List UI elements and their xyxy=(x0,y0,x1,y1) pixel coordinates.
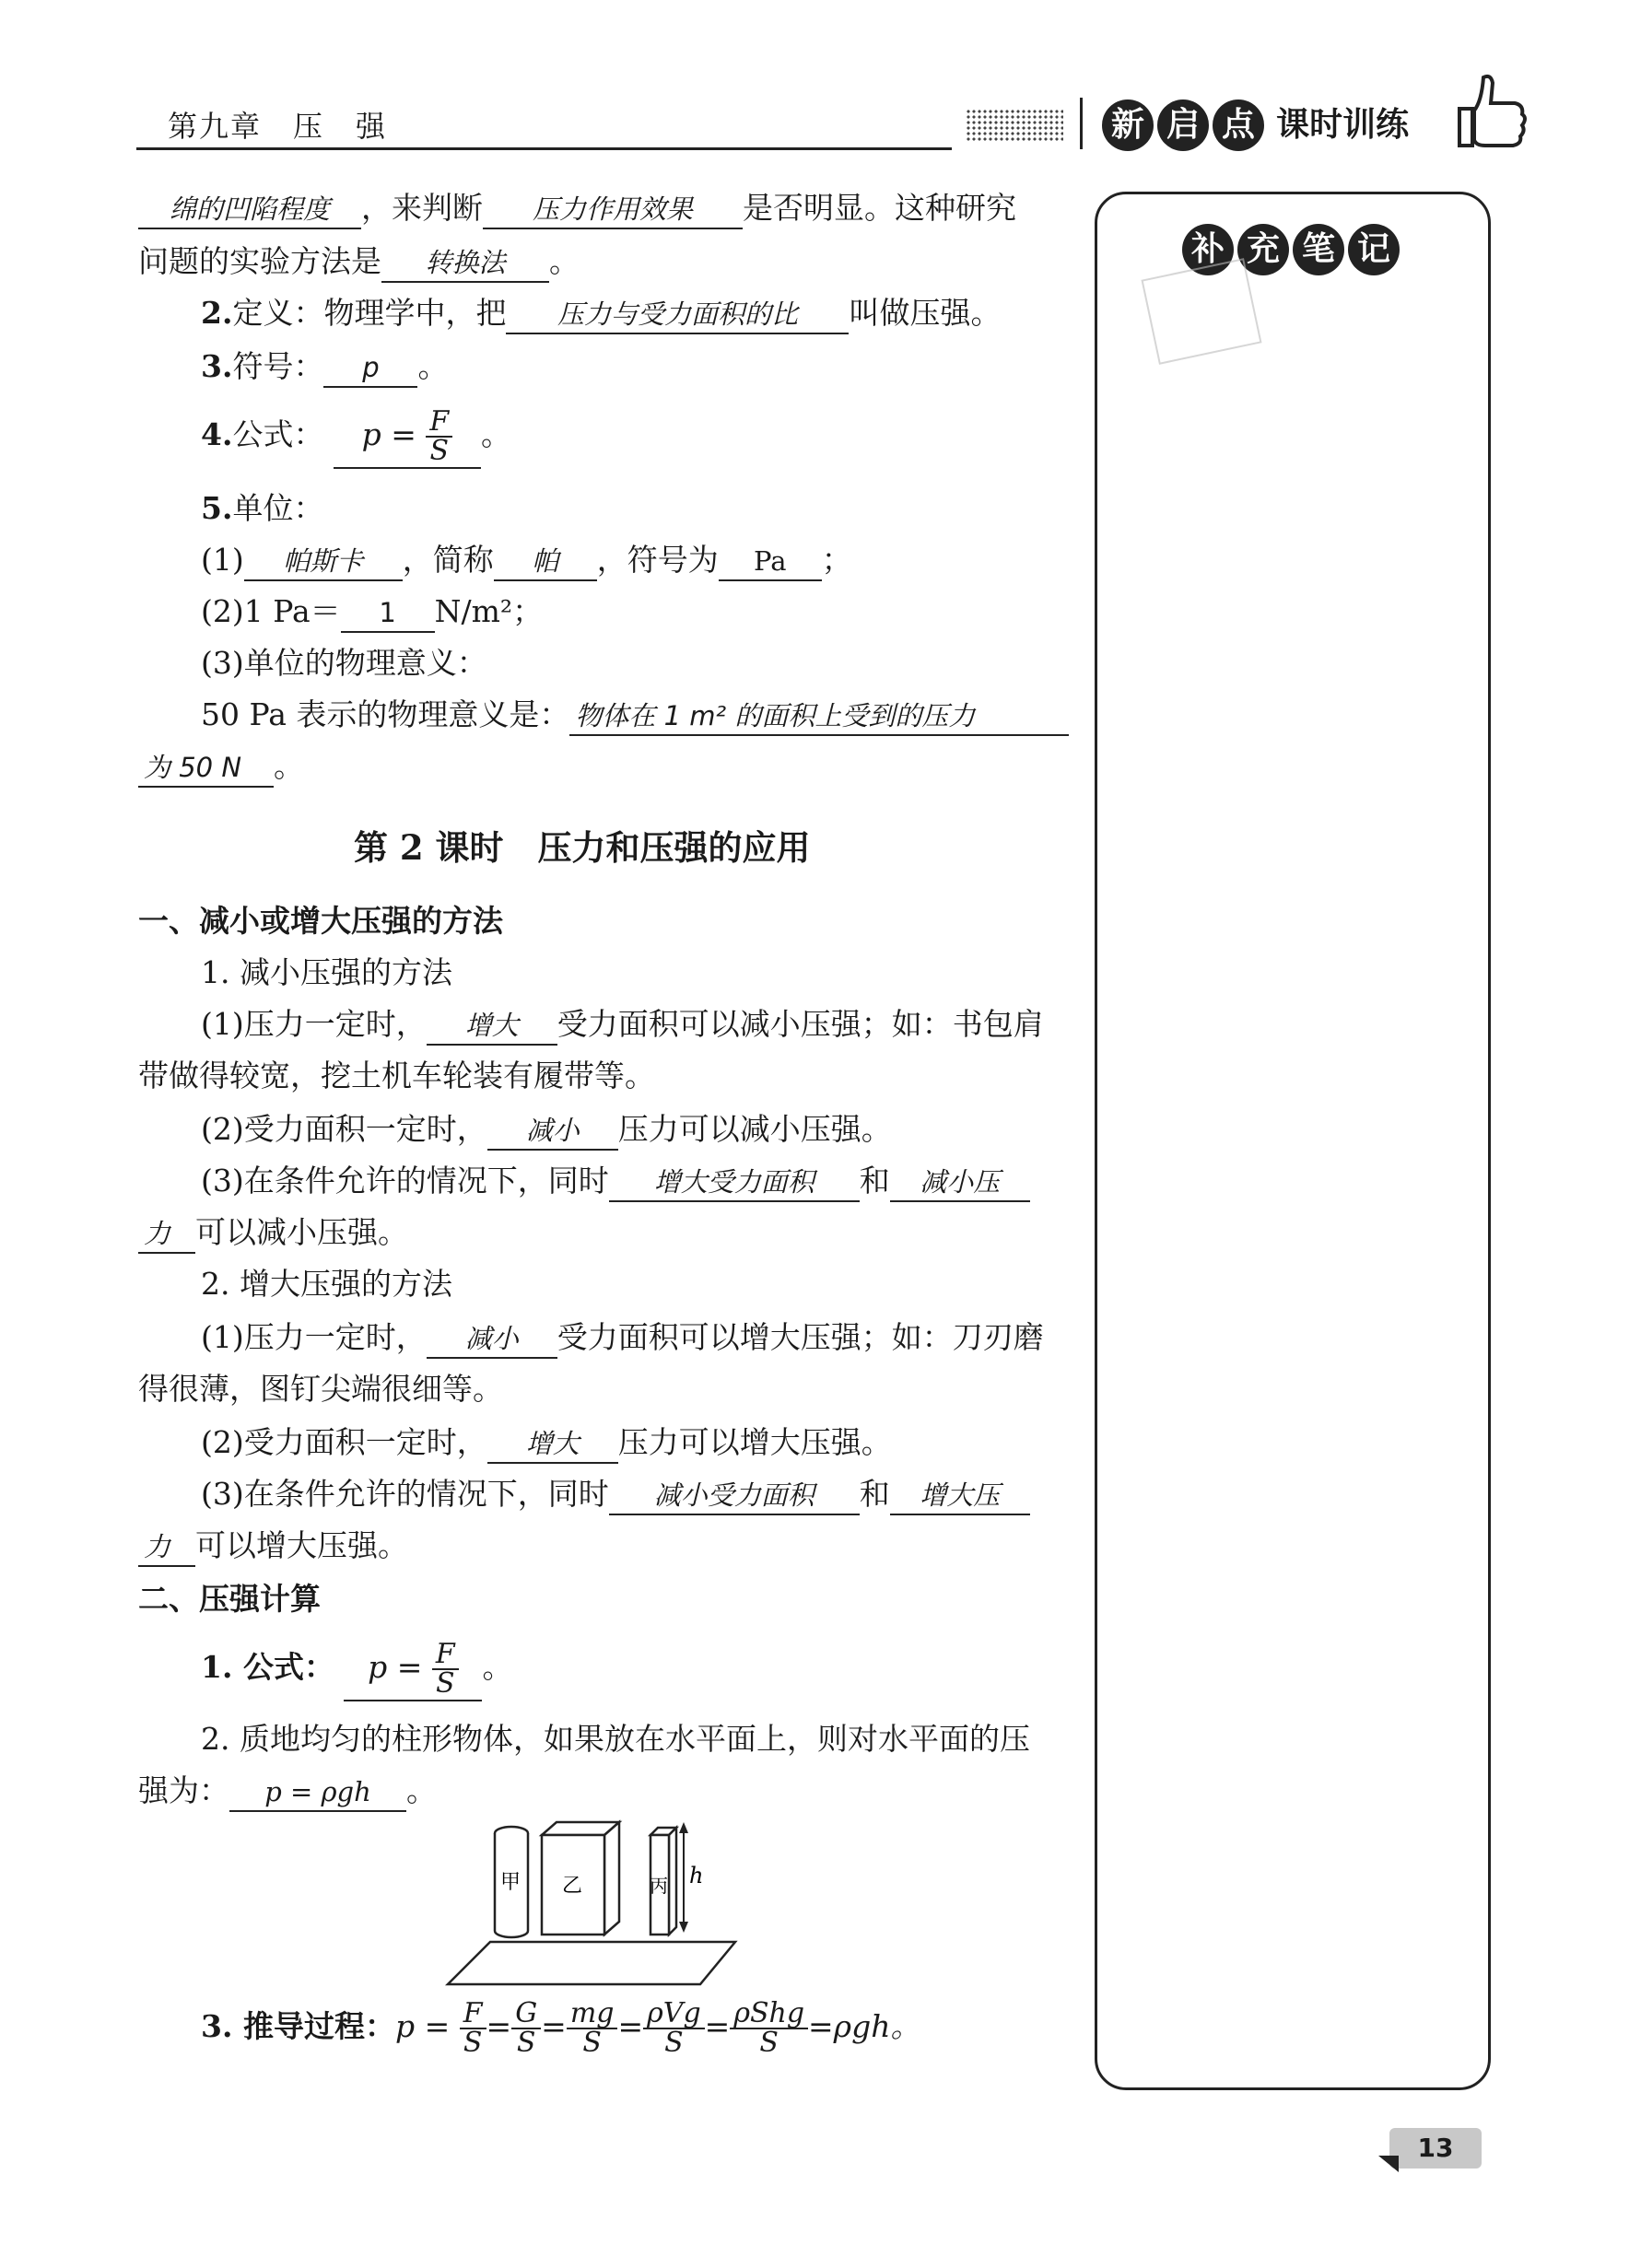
item-number: 5. xyxy=(201,490,233,526)
item-number: 3. xyxy=(201,348,233,384)
text: (1) xyxy=(201,542,244,578)
stamp-watermark xyxy=(1141,258,1261,365)
text-line xyxy=(138,1526,408,1567)
text: 。 xyxy=(274,748,304,784)
text-line xyxy=(201,1317,1044,1359)
fraction xyxy=(460,1997,486,2059)
answer-blank: 减小 xyxy=(487,1112,618,1151)
formula-blank xyxy=(344,1635,482,1701)
text-line xyxy=(138,241,580,283)
formula-text: =ρgh。 xyxy=(808,2008,921,2044)
formula-text: p = xyxy=(361,416,416,452)
text-line xyxy=(201,1109,892,1151)
text: N/m²； xyxy=(434,593,544,629)
text-line xyxy=(201,1422,892,1464)
text: 定义：物理学中，把 xyxy=(232,295,507,331)
text: 和 xyxy=(859,1476,890,1512)
answer-blank: Pa xyxy=(719,543,822,581)
text: 可以减小压强。 xyxy=(195,1214,408,1250)
answer-blank: 增大 xyxy=(487,1425,618,1464)
text: 强为： xyxy=(138,1772,229,1808)
thumbs-up-icon xyxy=(1456,70,1529,162)
denominator: S xyxy=(429,435,450,467)
text: ，来判断 xyxy=(361,190,483,226)
text-line xyxy=(201,1161,1030,1202)
text-line: 得很薄，图钉尖端很细等。 xyxy=(138,1371,503,1407)
numerator: mg xyxy=(567,2000,618,2029)
notes-char: 补 xyxy=(1182,224,1234,275)
text: 公式： xyxy=(232,416,324,452)
answer-blank: 为 50 N xyxy=(138,749,274,788)
text: 。 xyxy=(482,1649,513,1685)
text-line: 带做得较宽，挖土机车轮装有履带等。 xyxy=(138,1058,655,1093)
answer-blank: 增大 xyxy=(427,1007,557,1046)
cube-side xyxy=(604,1822,619,1935)
text: 受力面积可以增大压强；如：刀刃磨 xyxy=(557,1319,1044,1355)
denominator: S xyxy=(463,2027,483,2059)
text: (1)压力一定时， xyxy=(201,1319,427,1355)
denominator: S xyxy=(516,2027,536,2059)
text-line xyxy=(201,1474,1030,1515)
text-line xyxy=(138,1771,437,1812)
answer-blank: 增大压 xyxy=(890,1477,1030,1515)
text: 压力可以增大压强。 xyxy=(617,1424,892,1460)
text: 3. 推导过程： xyxy=(201,2008,395,2044)
text-line xyxy=(201,488,323,529)
text: ，简称 xyxy=(402,542,494,578)
notes-panel xyxy=(1095,192,1491,2090)
answer-blank: 减小 xyxy=(427,1320,557,1359)
text: 。 xyxy=(417,348,449,384)
answer-blank: 转换法 xyxy=(381,244,549,283)
answer-blank: 帕 xyxy=(494,543,597,581)
text-line xyxy=(201,1719,1030,1759)
text: 单位： xyxy=(232,490,324,526)
text: 1. 公式： xyxy=(201,1649,334,1685)
text: 。 xyxy=(480,416,511,452)
text: 。 xyxy=(406,1772,437,1808)
text: 可以增大压强。 xyxy=(195,1527,408,1563)
header-divider xyxy=(1080,98,1083,149)
answer-blank: p = ρgh xyxy=(229,1773,406,1812)
fraction xyxy=(643,1997,705,2059)
brand-char: 新 xyxy=(1102,99,1154,151)
denominator: S xyxy=(759,2027,779,2059)
text-line xyxy=(138,746,304,788)
denominator: S xyxy=(664,2027,684,2059)
numerator: G xyxy=(511,2000,541,2029)
text: 符号： xyxy=(232,348,324,384)
numerator: F xyxy=(426,408,452,438)
text: (1)压力一定时， xyxy=(201,1006,427,1042)
text-line xyxy=(138,1212,408,1254)
lesson-title: 第 2 课时 压力和压强的应用 xyxy=(354,827,811,868)
answer-blank: 减小受力面积 xyxy=(609,1477,860,1515)
notes-char: 记 xyxy=(1348,224,1400,275)
answer-blank: p xyxy=(323,349,417,388)
fraction xyxy=(511,1997,541,2059)
label-h: h xyxy=(689,1863,704,1888)
numerator: F xyxy=(460,2000,486,2029)
text: 是否明显。这种研究 xyxy=(743,190,1016,226)
label-yi: 乙 xyxy=(562,1875,583,1898)
formula-text: p = xyxy=(368,1649,423,1685)
text: (2)受力面积一定时， xyxy=(201,1111,487,1147)
answer-blank: 增大受力面积 xyxy=(609,1163,860,1202)
text-line xyxy=(201,293,1001,334)
answer-blank: 压力与受力面积的比 xyxy=(506,296,849,334)
text: 和 xyxy=(859,1163,890,1198)
page-tab-corner xyxy=(1378,2156,1399,2172)
item-number: 2. xyxy=(201,295,233,331)
text: 50 Pa 表示的物理意义是： xyxy=(201,696,570,732)
text-line xyxy=(201,346,448,388)
text: (3)在条件允许的情况下，同时 xyxy=(201,1476,609,1512)
subsection-heading: 2. 增大压强的方法 xyxy=(201,1266,452,1302)
text-line xyxy=(201,695,1069,736)
text: (3)在条件允许的情况下，同时 xyxy=(201,1163,609,1198)
text: (3)单位的物理意义： xyxy=(201,645,487,681)
derivation-line: 3. 推导过程：p = $\frac{F}{S}$ = $\frac{G}{S}$ = $\frac{mg}{S}$ = $\frac{\text{ρVg}}{S}$ = $\frac{\text{ρShg}}{S}$ =ρgh。 xyxy=(201,1997,921,2059)
text: 问题的实验方法是 xyxy=(138,243,381,279)
denominator: S xyxy=(582,2027,602,2059)
item-number: 4. xyxy=(201,416,233,452)
formula-blank xyxy=(334,403,481,469)
brand-char: 点 xyxy=(1213,99,1264,151)
answer-blank: 减小压 xyxy=(890,1163,1030,1202)
text: (2)受力面积一定时， xyxy=(201,1424,487,1460)
answer-blank: 力 xyxy=(138,1215,195,1254)
header-dots xyxy=(966,109,1063,142)
text-line xyxy=(201,398,511,472)
page-number: 13 xyxy=(1389,2128,1482,2169)
text: 叫做压强。 xyxy=(849,295,1002,331)
fraction xyxy=(567,1997,618,2059)
text-line xyxy=(201,643,487,684)
brand-suffix: 课时训练 xyxy=(1276,106,1410,144)
numerator: ρVg xyxy=(643,2000,705,2029)
answer-blank: 帕斯卡 xyxy=(244,543,403,581)
fraction xyxy=(426,405,452,467)
section-heading: 二、压强计算 xyxy=(138,1581,321,1617)
denominator: S xyxy=(436,1667,455,1700)
text-line xyxy=(201,1631,512,1704)
header-rule xyxy=(136,147,952,150)
formula-text: p = xyxy=(394,2008,451,2044)
label-jia: 甲 xyxy=(500,1871,522,1894)
answer-blank: 绵的凹陷程度 xyxy=(138,191,361,229)
text-line xyxy=(138,188,1016,229)
ground-plane xyxy=(448,1942,735,1984)
answer-blank: 1 xyxy=(341,594,435,633)
text-line xyxy=(201,591,543,633)
numerator: F xyxy=(432,1641,459,1670)
text-line xyxy=(201,540,852,581)
text: ； xyxy=(821,542,852,578)
section-heading: 一、减小或增大压强的方法 xyxy=(138,903,503,939)
subsection-heading: 1. 减小压强的方法 xyxy=(201,954,452,990)
solids-figure xyxy=(440,1813,754,2001)
text: 受力面积可以减小压强；如：书包肩 xyxy=(557,1006,1044,1042)
fraction xyxy=(432,1638,459,1700)
notes-char: 笔 xyxy=(1293,224,1344,275)
text: (2)1 Pa＝ xyxy=(201,593,341,629)
label-bing: 丙 xyxy=(650,1875,668,1897)
chapter-title: 第九章 压 强 xyxy=(168,109,388,144)
answer-blank: 压力作用效果 xyxy=(483,191,743,229)
fraction xyxy=(730,1997,808,2059)
text: 。 xyxy=(549,243,580,279)
notes-char: 充 xyxy=(1237,224,1289,275)
answer-blank: 物体在 1 m² 的面积上受到的压力 xyxy=(569,697,1069,736)
brand-char: 启 xyxy=(1157,99,1209,151)
brand-logo xyxy=(1102,99,1409,151)
text: 压力可以减小压强。 xyxy=(617,1111,892,1147)
text-line xyxy=(201,1004,1044,1046)
answer-blank: 力 xyxy=(138,1528,195,1567)
text: ，符号为 xyxy=(596,542,719,578)
text: 2. 质地均匀的柱形物体，如果放在水平面上，则对水平面的压 xyxy=(201,1721,1030,1757)
numerator: ρShg xyxy=(730,2000,808,2029)
